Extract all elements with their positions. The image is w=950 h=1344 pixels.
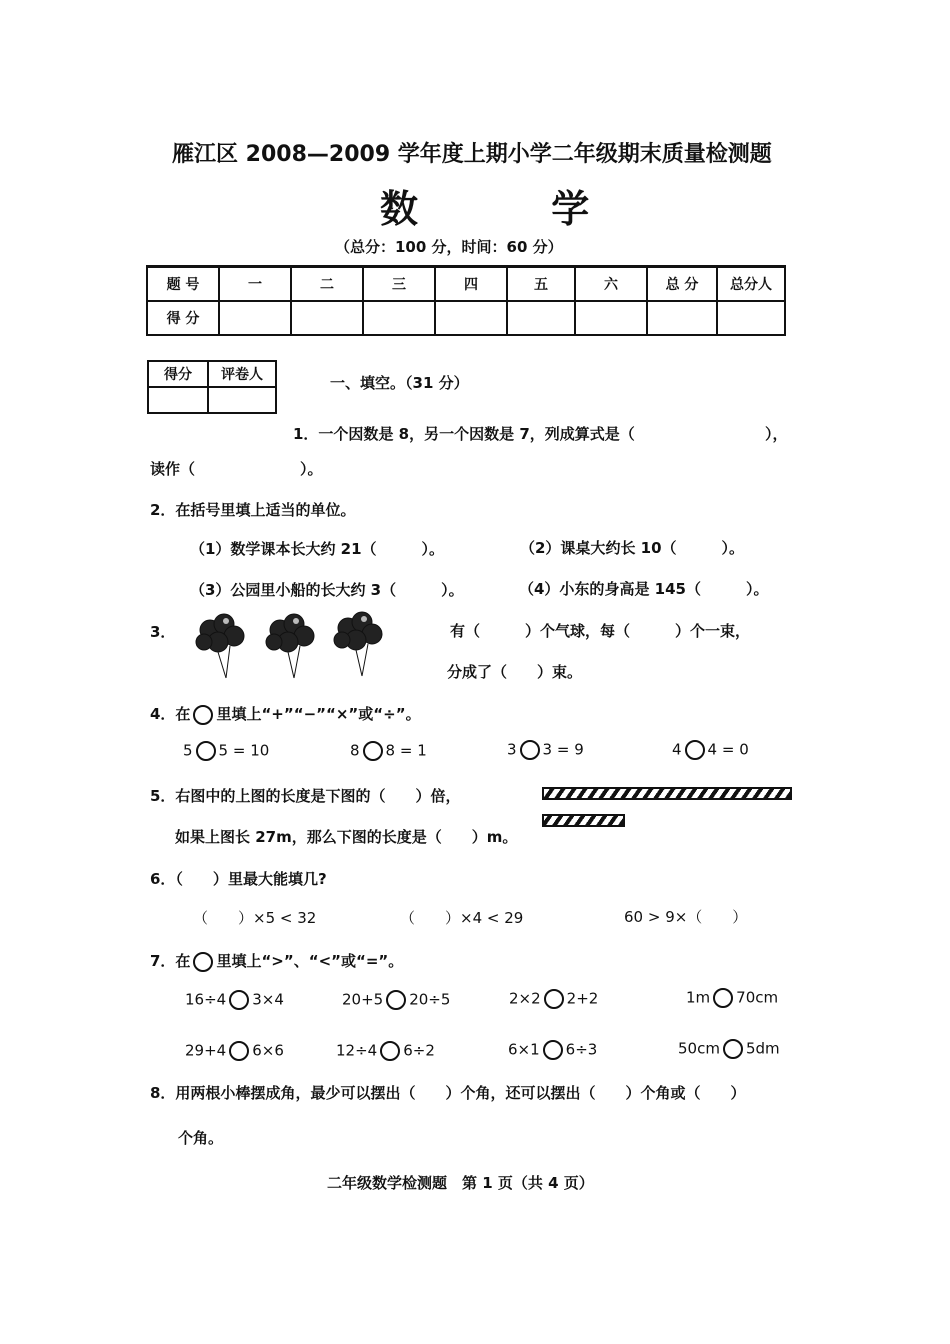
score-cell[interactable] <box>507 301 575 335</box>
q2-item-c: （3）公园里小船的长大约 3（ ）。 <box>190 581 464 599</box>
q4-title-end: 里填上“+”“−”“×”或“÷”。 <box>216 705 421 723</box>
q7-item: 2×2 2+2 <box>509 989 599 1008</box>
score-cell[interactable] <box>435 301 507 335</box>
q6-item: 60 > 9×（ ） <box>624 908 748 926</box>
long-striped-bar <box>542 787 792 800</box>
score-cell[interactable] <box>575 301 647 335</box>
answer-circle[interactable] <box>363 741 383 761</box>
q6-title: 6．（ ）里最大能填几? <box>150 870 327 888</box>
score-cell[interactable] <box>363 301 435 335</box>
q4-title <box>150 703 421 725</box>
q4-item: 3 3 = 9 <box>507 740 584 759</box>
q7-item: 6×1 6÷3 <box>508 1040 598 1059</box>
q7-item: 1m 70cm <box>686 988 779 1007</box>
q4-title-start: 4．在 <box>150 705 191 723</box>
q7-item: 50cm 5dm <box>678 1039 780 1058</box>
answer-circle[interactable] <box>723 1039 743 1059</box>
q1-line2: 读作（ <box>150 460 196 478</box>
q8-line2: 个角。 <box>178 1129 224 1147</box>
q2-item-a: （1）数学课本长大约 21（ ）。 <box>190 540 445 558</box>
grader-score-cell[interactable] <box>148 387 208 413</box>
q3-line2: 分成了（ ）束。 <box>447 663 583 681</box>
score-cell[interactable] <box>717 301 785 335</box>
answer-circle[interactable] <box>196 741 216 761</box>
score-table <box>146 265 786 336</box>
q5-line1: 5．右图中的上图的长度是下图的（ ）倍， <box>150 787 461 805</box>
score-table-header: 总 分 <box>647 267 717 302</box>
answer-circle[interactable] <box>229 990 249 1010</box>
circle-icon <box>193 705 213 725</box>
circle-icon <box>193 952 213 972</box>
q6-item: （ ）×5 < 32 <box>193 909 317 927</box>
exam-title: 雁江区 2008—2009 学年度上期小学二年级期末质量检测题 <box>172 142 772 167</box>
answer-circle[interactable] <box>685 740 705 760</box>
score-row-label: 得 分 <box>147 301 219 335</box>
grader-label: 评卷人 <box>208 361 276 387</box>
answer-circle[interactable] <box>543 1040 563 1060</box>
q2-title: 2．在括号里填上适当的单位。 <box>150 501 356 519</box>
short-striped-bar <box>542 814 625 827</box>
answer-circle[interactable] <box>713 988 733 1008</box>
answer-circle[interactable] <box>386 990 406 1010</box>
q7-title-end: 里填上“>”、“<”或“=”。 <box>216 952 404 970</box>
score-cell[interactable] <box>291 301 363 335</box>
q1-line2-end: ）。 <box>300 460 323 478</box>
score-table-header: 二 <box>291 267 363 302</box>
q6-item: （ ）×4 < 29 <box>400 909 524 927</box>
q8-line1: 8．用两根小棒摆成角，最少可以摆出（ ）个角，还可以摆出（ ）个角或（ ） <box>150 1084 746 1102</box>
score-table-header: 六 <box>575 267 647 302</box>
subject-title: 数 学 <box>380 187 650 231</box>
q4-item: 8 8 = 1 <box>350 741 427 760</box>
score-table-header: 三 <box>363 267 435 302</box>
q2-item-b: （2）课桌大约长 10（ ）。 <box>520 539 745 557</box>
q4-item: 5 5 = 10 <box>183 741 270 760</box>
balloon-bunches-image <box>190 608 410 688</box>
score-table-header: 四 <box>435 267 507 302</box>
q3-line1: 有（ ）个气球，每（ ）个一束， <box>450 622 751 640</box>
q7-title-start: 7．在 <box>150 952 191 970</box>
score-table-header: 五 <box>507 267 575 302</box>
q7-item: 29+4 6×6 <box>185 1041 284 1060</box>
q7-item: 20+5 20÷5 <box>342 990 451 1009</box>
answer-circle[interactable] <box>229 1041 249 1061</box>
q2-item-d: （4）小东的身高是 145（ ）。 <box>519 580 769 598</box>
score-table-header: 题 号 <box>147 267 219 302</box>
answer-circle[interactable] <box>520 740 540 760</box>
q1-line1: 1．一个因数是 8，另一个因数是 7，列成算式是（ <box>293 425 635 443</box>
page-footer: 二年级数学检测题 第 1 页（共 4 页） <box>327 1174 594 1192</box>
score-table-header: 总分人 <box>717 267 785 302</box>
q4-item: 4 4 = 0 <box>672 740 749 759</box>
score-table-header: 一 <box>219 267 291 302</box>
q7-item: 12÷4 6÷2 <box>336 1041 435 1060</box>
grader-score-label: 得分 <box>148 361 208 387</box>
answer-circle[interactable] <box>380 1041 400 1061</box>
q7-title <box>150 950 403 972</box>
grader-name-cell[interactable] <box>208 387 276 413</box>
q5-line2: 如果上图长 27m，那么下图的长度是（ ）m。 <box>175 828 518 846</box>
answer-circle[interactable] <box>544 989 564 1009</box>
score-cell[interactable] <box>647 301 717 335</box>
score-info: （总分：100 分，时间：60 分） <box>335 238 563 256</box>
q3-number: 3． <box>150 623 176 641</box>
q7-item: 16÷4 3×4 <box>185 990 284 1009</box>
section1-title: 一、填空。（31 分） <box>330 374 469 392</box>
q1-line1-end: ）， <box>765 425 788 443</box>
grader-table <box>147 360 277 414</box>
score-cell[interactable] <box>219 301 291 335</box>
